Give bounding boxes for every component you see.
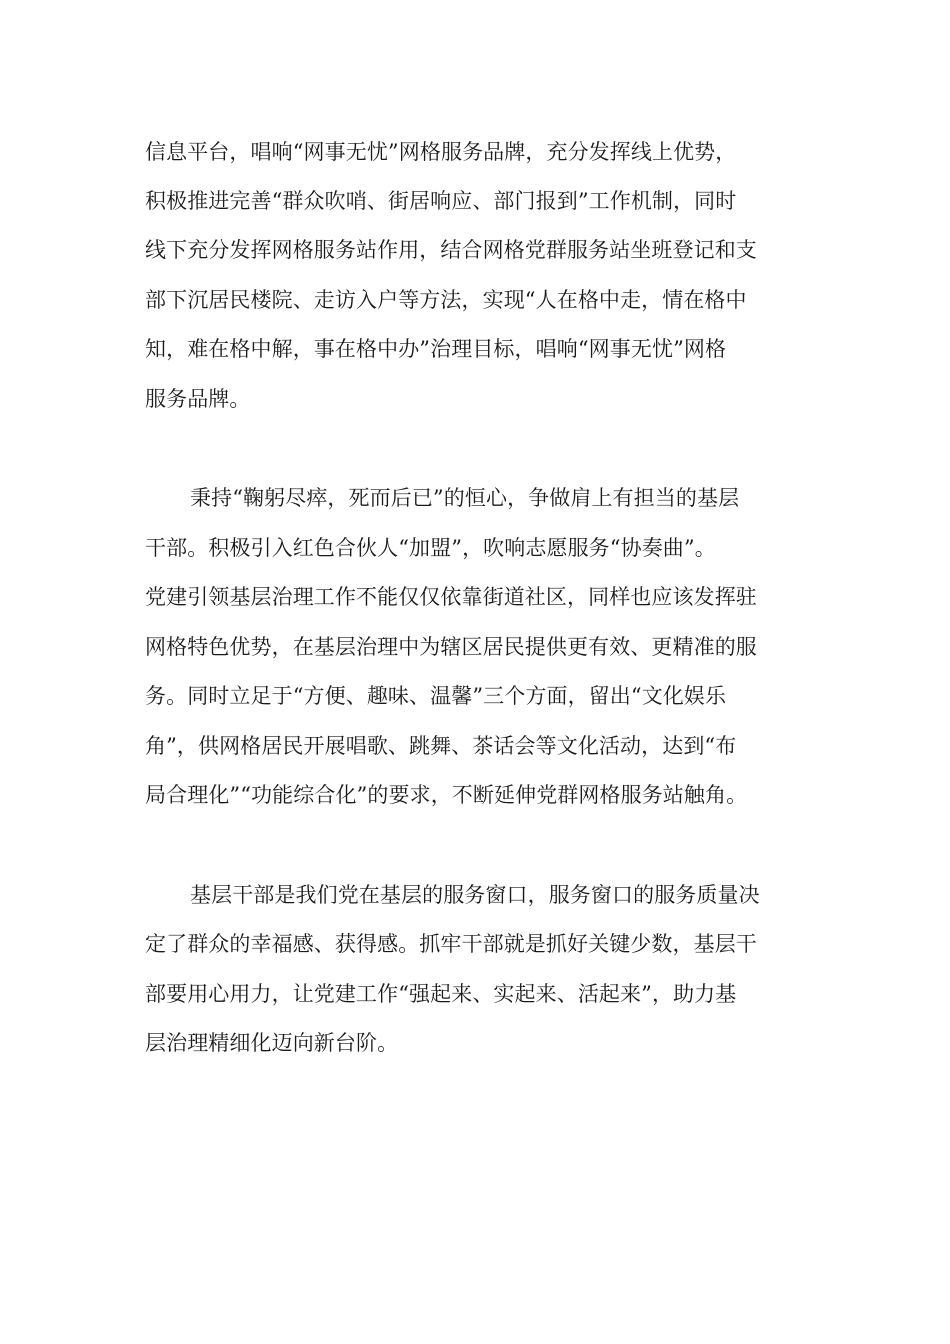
paragraph-line: 网格特色优势，在基层治理中为辖区居民提供更有效、更精准的服 xyxy=(145,635,757,659)
paragraph-line: 干部。积极引入红色合伙人“加盟”，吹响志愿服务“协奏曲”。 xyxy=(145,536,716,560)
paragraph-line: 服务品牌。 xyxy=(145,387,251,411)
paragraph-line: 线下充分发挥网格服务站作用，结合网格党群服务站坐班登记和支 xyxy=(145,238,757,262)
paragraph-line: 部要用心用力，让党建工作“强起来、实起来、活起来”，助力基 xyxy=(145,982,737,1006)
paragraph-line: 基层干部是我们党在基层的服务窗口，服务窗口的服务质量决 xyxy=(190,883,760,907)
paragraph-line: 层治理精细化迈向新台阶。 xyxy=(145,1031,399,1055)
paragraph-line: 党建引领基层治理工作不能仅仅依靠街道社区，同样也应该发挥驻 xyxy=(145,585,757,609)
paragraph-line: 定了群众的幸福感、获得感。抓牢干部就是抓好关键少数，基层干 xyxy=(145,932,757,956)
paragraph-line: 角”，供网格居民开展唱歌、跳舞、茶话会等文化活动，达到“布 xyxy=(145,734,737,758)
paragraph-line: 部下沉居民楼院、走访入户等方法，实现“人在格中走，情在格中 xyxy=(145,288,747,312)
paragraph-line: 秉持“鞠躬尽瘁，死而后已”的恒心，争做肩上有担当的基层 xyxy=(190,486,740,510)
paragraph-line: 知，难在格中解，事在格中办”治理目标，唱响“网事无忧”网格 xyxy=(145,337,727,361)
paragraph-line: 务。同时立足于“方便、趣味、温馨”三个方面，留出“文化娱乐 xyxy=(145,684,727,708)
paragraph-line: 积极推进完善“群众吹哨、街居响应、部门报到”工作机制，同时 xyxy=(145,189,737,213)
paragraph-line: 局合理化”“功能综合化”的要求，不断延伸党群网格服务站触角。 xyxy=(145,783,748,807)
paragraph-line: 信息平台，唱响“网事无忧”网格服务品牌，充分发挥线上优势， xyxy=(145,140,737,164)
